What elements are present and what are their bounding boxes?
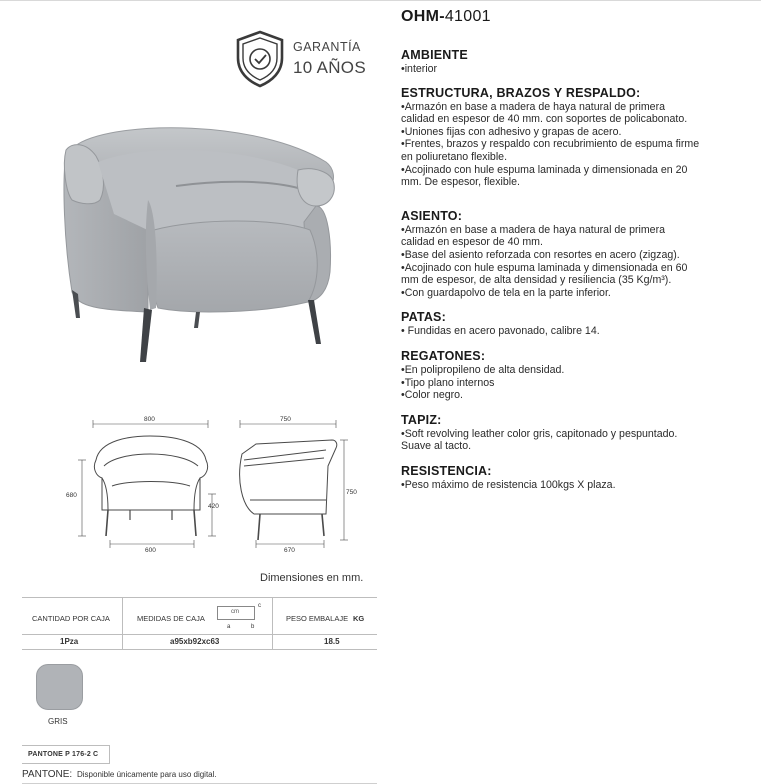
spec-line: mm de espesor, de alta densidad y resiliencia (35 Kg/m³).	[401, 274, 672, 287]
box-b-label: b	[251, 624, 255, 630]
spec-title: ASIENTO:	[401, 208, 463, 223]
table-row	[22, 635, 377, 650]
technical-drawings	[60, 410, 380, 560]
spec-line: calidad en espesor de 40 mm. con soportes de policabonato.	[401, 113, 688, 126]
pantone-note-label: PANTONE:	[22, 769, 73, 780]
spec-section-asiento	[401, 209, 751, 300]
dim-seat-height: 420	[208, 503, 219, 510]
header-weight-unit: KG	[353, 614, 365, 623]
model-code	[401, 8, 491, 26]
pantone-note-text: Disponible únicamente para uso digital.	[76, 770, 217, 779]
spec-title: RESISTENCIA:	[401, 463, 492, 478]
cell-weight: 18.5	[324, 637, 340, 646]
spec-line: •Armazón en base a madera de haya natural de primera	[401, 100, 665, 113]
spec-line: •Armazón en base a madera de haya natural de primera	[401, 223, 665, 236]
box-a-label: a	[227, 624, 231, 630]
dim-seat-width: 600	[145, 547, 156, 554]
dim-side-height: 750	[346, 489, 357, 496]
color-swatch	[36, 664, 83, 710]
pantone-code: PANTONE P 176-2 C	[28, 751, 99, 758]
spec-line: mm. De espesor, flexible.	[401, 176, 520, 189]
warranty-line2: 10 AÑOS	[293, 58, 366, 77]
model-prefix: OHM-	[401, 8, 445, 25]
spec-line: •Peso máximo de resistencia 100kgs X plaza.	[401, 478, 616, 491]
spec-line: •Base del asiento reforzada con resortes en acero (zigzag).	[401, 248, 680, 261]
spec-list	[401, 48, 751, 502]
dim-front-height: 680	[66, 492, 77, 499]
swatch-label: GRIS	[48, 717, 68, 726]
spec-title: TAPIZ:	[401, 412, 442, 427]
spec-line: •Frentes, brazos y respaldo con recubrimiento de espuma firme	[401, 138, 700, 151]
model-number: 41001	[444, 8, 491, 25]
spec-section-regatones	[401, 349, 751, 402]
spec-line: •Con guardapolvo de tela en la parte inferior.	[401, 286, 611, 299]
spec-line: •Tipo plano internos	[401, 376, 495, 389]
spec-title: REGATONES:	[401, 348, 486, 363]
dimensions-note: Dimensiones en mm.	[260, 572, 364, 584]
box-icon	[217, 606, 255, 620]
spec-section-patas	[401, 310, 751, 338]
header-quantity: CANTIDAD POR CAJA	[32, 614, 110, 623]
header-weight: PESO EMBALAJE	[286, 614, 349, 623]
top-rule	[0, 0, 761, 1]
armchair-image	[58, 122, 348, 367]
spec-section-resistencia	[401, 464, 751, 492]
shield-check-icon	[234, 30, 286, 88]
front-view-drawing	[78, 420, 216, 548]
warranty-line1: GARANTÍA	[293, 40, 361, 54]
cell-measures: a95xb92xc63	[170, 637, 220, 646]
spec-line: •Uniones fijas con adhesivo y grapas de acero.	[401, 125, 622, 138]
spec-line: calidad en espesor de 40 mm.	[401, 236, 543, 249]
cell-quantity: 1Pza	[60, 637, 79, 646]
spec-title: PATAS:	[401, 310, 446, 325]
pantone-code-box	[22, 745, 110, 764]
dim-side-depth: 750	[280, 416, 291, 423]
spec-title: ESTRUCTURA, BRAZOS Y RESPALDO:	[401, 85, 641, 100]
spec-title: AMBIENTE	[401, 48, 468, 62]
spec-section-estructura	[401, 86, 751, 189]
spec-line: •Soft revolving leather color gris, capitonado y pespuntado.	[401, 427, 678, 440]
warranty-badge	[234, 30, 374, 94]
spec-line: •Acojinado con hule espuma laminada y dimensionada en 20	[401, 163, 688, 176]
box-unit: cm	[231, 609, 239, 615]
spec-line: Suave al tacto.	[401, 440, 472, 453]
spec-line: •En polipropileno de alta densidad.	[401, 363, 565, 376]
spec-line: •Acojinado con hule espuma laminada y dimensionada en 60	[401, 261, 688, 274]
packaging-table	[22, 597, 377, 650]
pantone-note	[22, 769, 217, 780]
spec-section-tapiz	[401, 413, 751, 453]
spec-line: •Color negro.	[401, 389, 464, 402]
table-header-row	[22, 597, 377, 635]
spec-line: • Fundidas en acero pavonado, calibre 14.	[401, 325, 600, 338]
side-view-drawing	[240, 420, 348, 548]
dim-seat-depth: 670	[284, 547, 295, 554]
spec-line: •interior	[401, 63, 438, 75]
header-box-measures: MEDIDAS DE CAJA	[137, 614, 205, 623]
box-c-label: c	[258, 603, 261, 609]
spec-section-ambiente	[401, 48, 751, 76]
spec-line: en poliuretano flexible.	[401, 150, 508, 163]
dim-front-width: 800	[144, 416, 155, 423]
